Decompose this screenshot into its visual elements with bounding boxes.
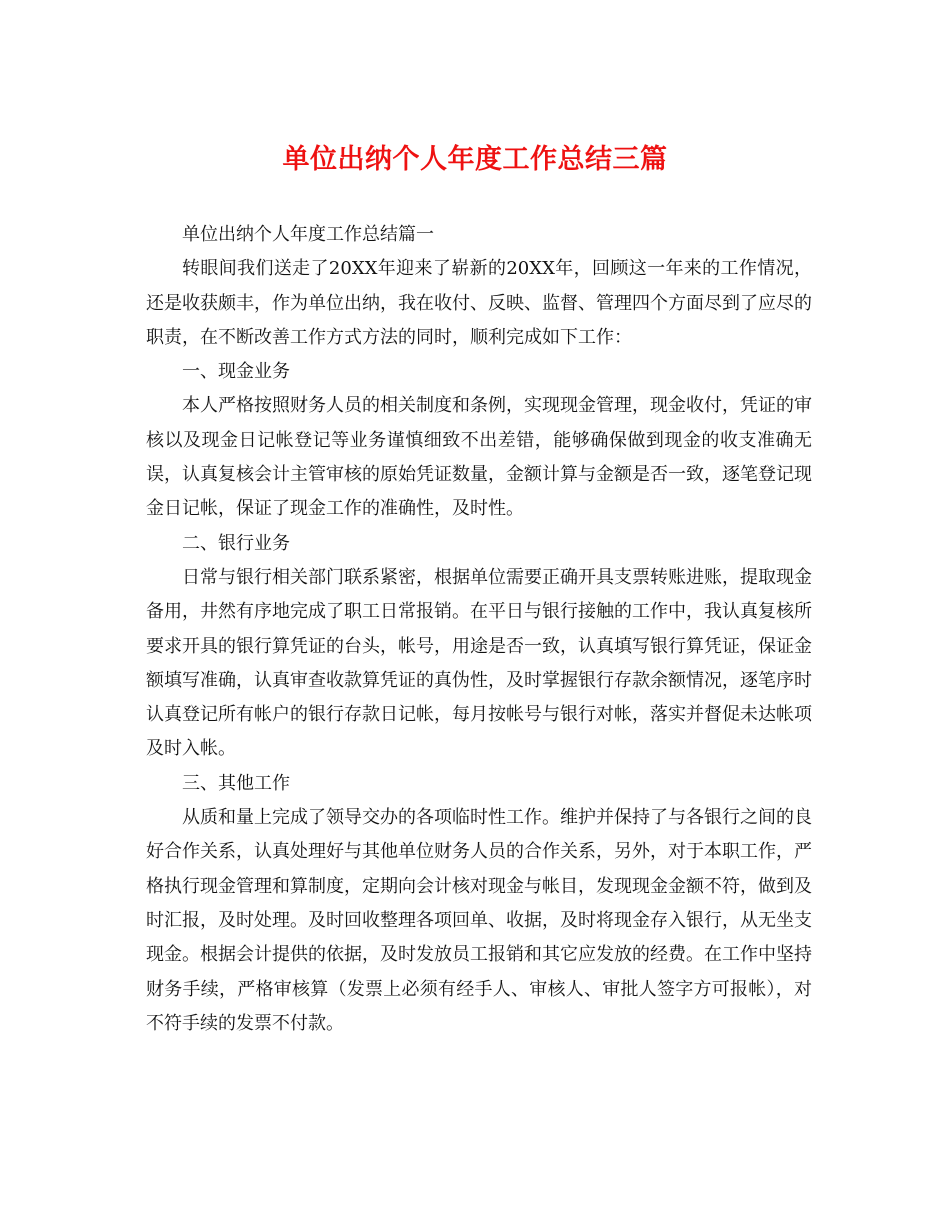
document-title: 单位出纳个人年度工作总结三篇 — [282, 144, 668, 175]
other-paragraph: 从质和量上完成了领导交办的各项临时性工作。维护并保持了与各银行之间的良好合作关系，认真处理好与其他单位财务人员的合作关系，另外，对于本职工作，严格执行现金管理和算制度，定期向会计核对现金与帐目，发现现金金额不符，做到及时汇报，及时处理。及时回收整理各项回单、收据，及时将现金存入银行，从无坐支现金。根据会计提供的依据，及时发放员工报销和其它应发放的经费。在工作中坚持财务手续，严格审核算（发票上必须有经手人、审核人、审批人签字方可报帐），对不符手续的发票不付款。 — [146, 807, 812, 1034]
document-body — [146, 218, 812, 1041]
section-heading-other: 三、其他工作 — [182, 772, 290, 794]
cash-paragraph: 本人严格按照财务人员的相关制度和条例，实现现金管理，现金收付，凭证的审核以及现金日记帐登记等业务谨慎细致不出差错，能够确保做到现金的收支准确无误，认真复核会计主管审核的原始凭证数量，金额计算与金额是否一致，逐笔登记现金日记帐，保证了现金工作的准确性，及时性。 — [146, 395, 812, 520]
section-heading-part-one: 单位出纳个人年度工作总结篇一 — [182, 224, 434, 245]
intro-paragraph: 转眼间我们送走了20XX年迎来了崭新的20XX年，回顾这一年来的工作情况，还是收获颇丰，作为单位出纳，我在收付、反映、监督、管理四个方面尽到了应尽的职责，在不断改善工作方式方法的同时，顺利完成如下工作： — [146, 258, 812, 348]
bank-paragraph: 日常与银行相关部门联系紧密，根据单位需要正确开具支票转账进账，提取现金备用，井然有序地完成了职工日常报销。在平日与银行接触的工作中，我认真复核所要求开具的银行算凭证的台头，帐号，用途是否一致，认真填写银行算凭证，保证金额填写准确，认真审查收款算凭证的真伪性，及时掌握银行存款余额情况，逐笔序时认真登记所有帐户的银行存款日记帐，每月按帐号与银行对帐，落实并督促未达帐项及时入帐。 — [146, 566, 812, 760]
section-heading-cash: 一、现金业务 — [182, 361, 290, 383]
section-heading-bank: 二、银行业务 — [182, 532, 290, 554]
